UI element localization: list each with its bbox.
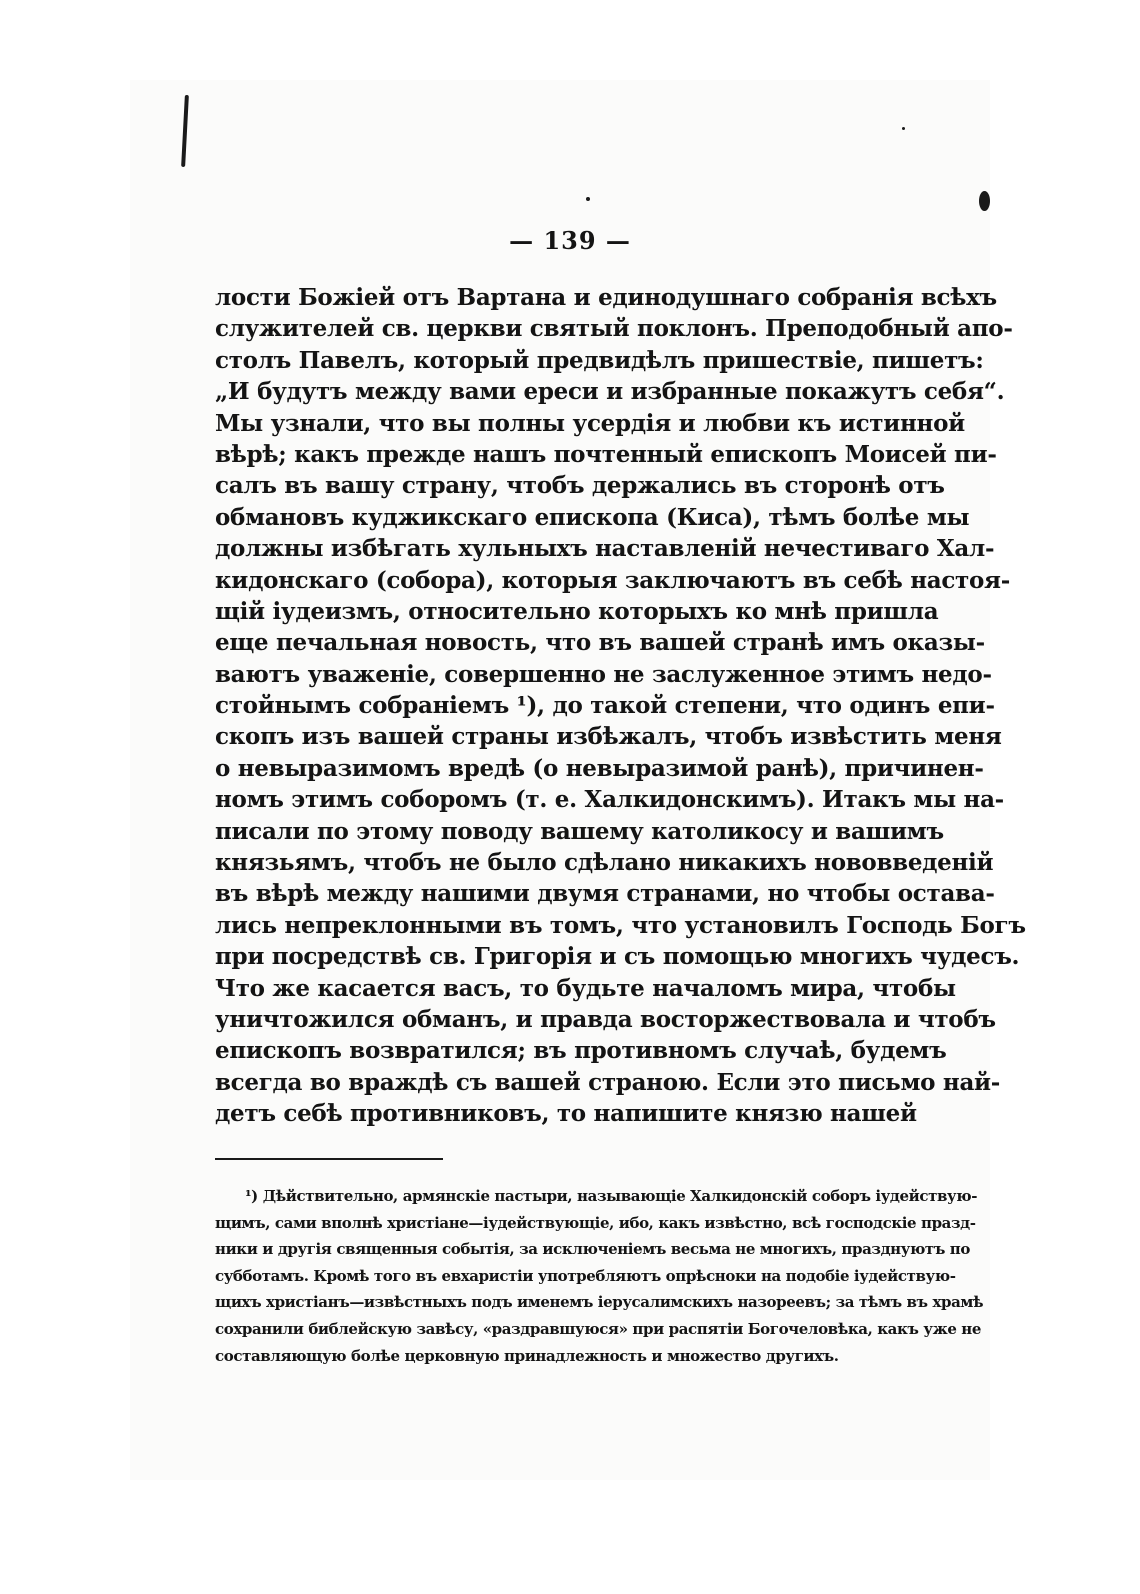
text-line: „И будутъ между вами ереси и избранные покажутъ себя“. [215,378,1005,406]
text-line: лись непреклонными въ томъ, что установилъ Господь Богъ [215,911,1026,939]
text-line: детъ себѣ противниковъ, то напишите князю нашей [215,1100,917,1128]
text-line: еще печальная новость, что въ вашей странѣ имъ оказы- [215,629,985,657]
footnote [215,1183,984,1369]
text-line: Что же касается васъ, то будьте началомъ мира, чтобы [215,974,956,1002]
text-line: кидонскаго (собора), которыя заключаютъ въ себѣ настоя- [215,566,1010,594]
main-text [215,282,1026,1130]
footnote-line: составляющую болѣе церковную принадлежность и множество другихъ. [215,1346,839,1365]
text-line: обмановъ куджикскаго епископа (Киса), тѣмъ болѣе мы [215,503,970,531]
footnote-divider [215,1158,443,1160]
footnote-line: субботамъ. Кромѣ того въ евхаристіи употребляютъ опрѣсноки на подобіе іудействую- [215,1266,956,1285]
text-line: должны избѣгать хульныхъ наставленій нечестиваго Хал- [215,535,995,563]
text-line: лости Божіей отъ Вартана и единодушнаго собранія всѣхъ [215,284,997,311]
text-line: Мы узнали, что вы полны усердія и любви къ истинной [215,409,965,437]
ink-speck [979,191,990,211]
text-line: щій іудеизмъ, относительно которыхъ ко мнѣ пришла [215,597,939,625]
text-line: писали по этому поводу вашему католикосу и вашимъ [215,817,944,845]
text-line: столъ Павелъ, который предвидѣлъ пришествіе, пишетъ: [215,346,984,374]
footnote-line: ¹) Дѣйствительно, армянскіе пастыри, называющіе Халкидонскій соборъ іудействую- [245,1187,978,1205]
text-line: стойнымъ собраніемъ ¹), до такой степени, что одинъ епи- [215,692,995,720]
text-line: номъ этимъ соборомъ (т. е. Халкидонскимъ). Итакъ мы на- [215,786,1004,814]
text-line: всегда во враждѣ съ вашей страною. Если это письмо най- [215,1068,1001,1096]
text-line: епископъ возвратился; въ противномъ случаѣ, будемъ [215,1037,947,1065]
text-line: при посредствѣ св. Григорія и съ помощью многихъ чудесъ. [215,943,1020,971]
text-line: князьямъ, чтобъ не было сдѣлано никакихъ нововведеній [215,849,994,877]
page-number: — 139 — [509,226,631,255]
text-line: о невыразимомъ вредѣ (о невыразимой ранѣ), причинен- [215,754,984,782]
text-line: вѣрѣ; какъ прежде нашъ почтенный епископъ Моисей пи- [215,440,997,468]
footnote-line: щимъ, сами вполнѣ христіане—іудействующіе, ибо, какъ извѣстно, всѣ господскіе празд- [215,1213,976,1232]
text-line: ваютъ уваженіе, совершенно не заслуженное этимъ недо- [215,660,992,688]
footnote-line: щихъ христіанъ—извѣстныхъ подъ именемъ іерусалимскихъ назореевъ; за тѣмъ въ храмѣ [215,1293,984,1312]
text-line: скопъ изъ вашей страны избѣжалъ, чтобъ извѣстить меня [215,723,1002,751]
text-line: салъ въ вашу страну, чтобъ держались въ сторонѣ отъ [215,472,945,500]
text-line: служителей св. церкви святый поклонъ. Преподобный апо- [215,315,1013,343]
text-line: уничтожился обманъ, и правда восторжествовала и чтобъ [215,1005,996,1033]
footnote-line: сохранили библейскую завѣсу, «раздравшуюся» при распятіи Богочеловѣка, какъ уже не [215,1319,982,1338]
ink-speck [902,127,905,130]
text-line: въ вѣрѣ между нашими двумя странами, но чтобы остава- [215,880,995,908]
ink-speck [586,197,590,201]
footnote-line: ники и другія священныя событія, за исключеніемъ весьма не многихъ, празднуютъ по [215,1240,970,1259]
